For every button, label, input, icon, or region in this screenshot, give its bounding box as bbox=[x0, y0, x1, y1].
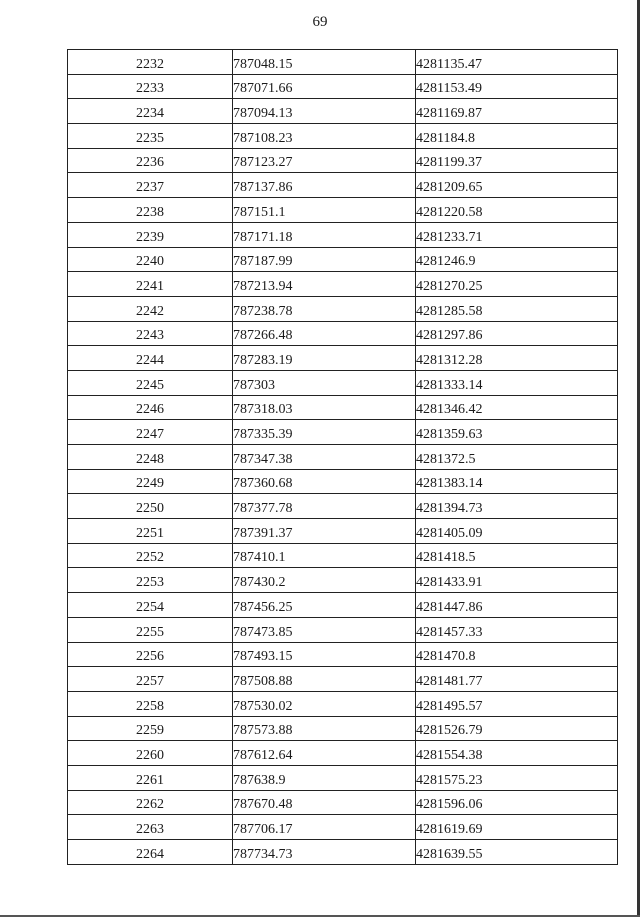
x-coordinate-cell: 787283.19 bbox=[233, 346, 416, 371]
y-coordinate-cell: 4281383.14 bbox=[416, 469, 618, 494]
y-coordinate-cell: 4281312.28 bbox=[416, 346, 618, 371]
point-number-cell: 2249 bbox=[68, 469, 233, 494]
y-coordinate-cell: 4281639.55 bbox=[416, 840, 618, 865]
x-coordinate-cell: 787335.39 bbox=[233, 420, 416, 445]
y-coordinate-cell: 4281220.58 bbox=[416, 198, 618, 223]
point-number-cell: 2239 bbox=[68, 222, 233, 247]
table-row bbox=[68, 568, 618, 593]
table-row bbox=[68, 74, 618, 99]
point-number-cell: 2261 bbox=[68, 765, 233, 790]
point-number-cell: 2251 bbox=[68, 519, 233, 544]
y-coordinate-cell: 4281405.09 bbox=[416, 519, 618, 544]
table-row bbox=[68, 50, 618, 75]
table-body bbox=[68, 50, 618, 865]
x-coordinate-cell: 787706.17 bbox=[233, 815, 416, 840]
y-coordinate-cell: 4281457.33 bbox=[416, 617, 618, 642]
y-coordinate-cell: 4281596.06 bbox=[416, 790, 618, 815]
point-number-cell: 2241 bbox=[68, 272, 233, 297]
table-row bbox=[68, 395, 618, 420]
point-number-cell: 2234 bbox=[68, 99, 233, 124]
y-coordinate-cell: 4281199.37 bbox=[416, 148, 618, 173]
y-coordinate-cell: 4281372.5 bbox=[416, 445, 618, 470]
point-number-cell: 2244 bbox=[68, 346, 233, 371]
point-number-cell: 2254 bbox=[68, 593, 233, 618]
y-coordinate-cell: 4281270.25 bbox=[416, 272, 618, 297]
point-number-cell: 2264 bbox=[68, 840, 233, 865]
x-coordinate-cell: 787456.25 bbox=[233, 593, 416, 618]
table-row bbox=[68, 642, 618, 667]
x-coordinate-cell: 787318.03 bbox=[233, 395, 416, 420]
y-coordinate-cell: 4281433.91 bbox=[416, 568, 618, 593]
table-row bbox=[68, 543, 618, 568]
x-coordinate-cell: 787123.27 bbox=[233, 148, 416, 173]
coordinates-table bbox=[67, 49, 618, 865]
x-coordinate-cell: 787171.18 bbox=[233, 222, 416, 247]
point-number-cell: 2246 bbox=[68, 395, 233, 420]
x-coordinate-cell: 787048.15 bbox=[233, 50, 416, 75]
y-coordinate-cell: 4281135.47 bbox=[416, 50, 618, 75]
table-row bbox=[68, 99, 618, 124]
point-number-cell: 2240 bbox=[68, 247, 233, 272]
point-number-cell: 2232 bbox=[68, 50, 233, 75]
y-coordinate-cell: 4281246.9 bbox=[416, 247, 618, 272]
point-number-cell: 2235 bbox=[68, 124, 233, 149]
x-coordinate-cell: 787094.13 bbox=[233, 99, 416, 124]
point-number-cell: 2238 bbox=[68, 198, 233, 223]
y-coordinate-cell: 4281447.86 bbox=[416, 593, 618, 618]
x-coordinate-cell: 787266.48 bbox=[233, 321, 416, 346]
x-coordinate-cell: 787473.85 bbox=[233, 617, 416, 642]
y-coordinate-cell: 4281153.49 bbox=[416, 74, 618, 99]
table-row bbox=[68, 346, 618, 371]
table-row bbox=[68, 667, 618, 692]
y-coordinate-cell: 4281333.14 bbox=[416, 370, 618, 395]
y-coordinate-cell: 4281575.23 bbox=[416, 765, 618, 790]
x-coordinate-cell: 787213.94 bbox=[233, 272, 416, 297]
y-coordinate-cell: 4281346.42 bbox=[416, 395, 618, 420]
point-number-cell: 2258 bbox=[68, 691, 233, 716]
y-coordinate-cell: 4281418.5 bbox=[416, 543, 618, 568]
table-row bbox=[68, 815, 618, 840]
point-number-cell: 2245 bbox=[68, 370, 233, 395]
table-row bbox=[68, 198, 618, 223]
point-number-cell: 2257 bbox=[68, 667, 233, 692]
y-coordinate-cell: 4281285.58 bbox=[416, 296, 618, 321]
x-coordinate-cell: 787360.68 bbox=[233, 469, 416, 494]
x-coordinate-cell: 787530.02 bbox=[233, 691, 416, 716]
x-coordinate-cell: 787151.1 bbox=[233, 198, 416, 223]
y-coordinate-cell: 4281169.87 bbox=[416, 99, 618, 124]
x-coordinate-cell: 787410.1 bbox=[233, 543, 416, 568]
table-row bbox=[68, 593, 618, 618]
x-coordinate-cell: 787347.38 bbox=[233, 445, 416, 470]
point-number-cell: 2255 bbox=[68, 617, 233, 642]
x-coordinate-cell: 787187.99 bbox=[233, 247, 416, 272]
point-number-cell: 2242 bbox=[68, 296, 233, 321]
point-number-cell: 2243 bbox=[68, 321, 233, 346]
y-coordinate-cell: 4281495.57 bbox=[416, 691, 618, 716]
point-number-cell: 2248 bbox=[68, 445, 233, 470]
table-row bbox=[68, 445, 618, 470]
table-row bbox=[68, 370, 618, 395]
x-coordinate-cell: 787573.88 bbox=[233, 716, 416, 741]
table-row bbox=[68, 247, 618, 272]
table-row bbox=[68, 840, 618, 865]
table-row bbox=[68, 716, 618, 741]
x-coordinate-cell: 787391.37 bbox=[233, 519, 416, 544]
table-row bbox=[68, 617, 618, 642]
y-coordinate-cell: 4281394.73 bbox=[416, 494, 618, 519]
y-coordinate-cell: 4281209.65 bbox=[416, 173, 618, 198]
point-number-cell: 2262 bbox=[68, 790, 233, 815]
table-row bbox=[68, 124, 618, 149]
x-coordinate-cell: 787493.15 bbox=[233, 642, 416, 667]
table-row bbox=[68, 272, 618, 297]
table-row bbox=[68, 222, 618, 247]
point-number-cell: 2236 bbox=[68, 148, 233, 173]
point-number-cell: 2256 bbox=[68, 642, 233, 667]
x-coordinate-cell: 787071.66 bbox=[233, 74, 416, 99]
point-number-cell: 2250 bbox=[68, 494, 233, 519]
table-row bbox=[68, 420, 618, 445]
point-number-cell: 2259 bbox=[68, 716, 233, 741]
y-coordinate-cell: 4281184.8 bbox=[416, 124, 618, 149]
table-row bbox=[68, 296, 618, 321]
point-number-cell: 2260 bbox=[68, 741, 233, 766]
table-row bbox=[68, 691, 618, 716]
x-coordinate-cell: 787734.73 bbox=[233, 840, 416, 865]
x-coordinate-cell: 787238.78 bbox=[233, 296, 416, 321]
point-number-cell: 2247 bbox=[68, 420, 233, 445]
point-number-cell: 2253 bbox=[68, 568, 233, 593]
y-coordinate-cell: 4281359.63 bbox=[416, 420, 618, 445]
x-coordinate-cell: 787430.2 bbox=[233, 568, 416, 593]
table-row bbox=[68, 321, 618, 346]
point-number-cell: 2263 bbox=[68, 815, 233, 840]
y-coordinate-cell: 4281526.79 bbox=[416, 716, 618, 741]
point-number-cell: 2237 bbox=[68, 173, 233, 198]
y-coordinate-cell: 4281619.69 bbox=[416, 815, 618, 840]
table-row bbox=[68, 519, 618, 544]
y-coordinate-cell: 4281481.77 bbox=[416, 667, 618, 692]
x-coordinate-cell: 787108.23 bbox=[233, 124, 416, 149]
point-number-cell: 2252 bbox=[68, 543, 233, 568]
x-coordinate-cell: 787303 bbox=[233, 370, 416, 395]
table-row bbox=[68, 148, 618, 173]
y-coordinate-cell: 4281554.38 bbox=[416, 741, 618, 766]
table-row bbox=[68, 765, 618, 790]
table-row bbox=[68, 741, 618, 766]
table-row bbox=[68, 494, 618, 519]
table-row bbox=[68, 469, 618, 494]
y-coordinate-cell: 4281470.8 bbox=[416, 642, 618, 667]
table-row bbox=[68, 173, 618, 198]
x-coordinate-cell: 787508.88 bbox=[233, 667, 416, 692]
x-coordinate-cell: 787612.64 bbox=[233, 741, 416, 766]
x-coordinate-cell: 787638.9 bbox=[233, 765, 416, 790]
x-coordinate-cell: 787670.48 bbox=[233, 790, 416, 815]
point-number-cell: 2233 bbox=[68, 74, 233, 99]
y-coordinate-cell: 4281233.71 bbox=[416, 222, 618, 247]
x-coordinate-cell: 787377.78 bbox=[233, 494, 416, 519]
x-coordinate-cell: 787137.86 bbox=[233, 173, 416, 198]
page-number: 69 bbox=[312, 14, 328, 30]
table-row bbox=[68, 790, 618, 815]
y-coordinate-cell: 4281297.86 bbox=[416, 321, 618, 346]
